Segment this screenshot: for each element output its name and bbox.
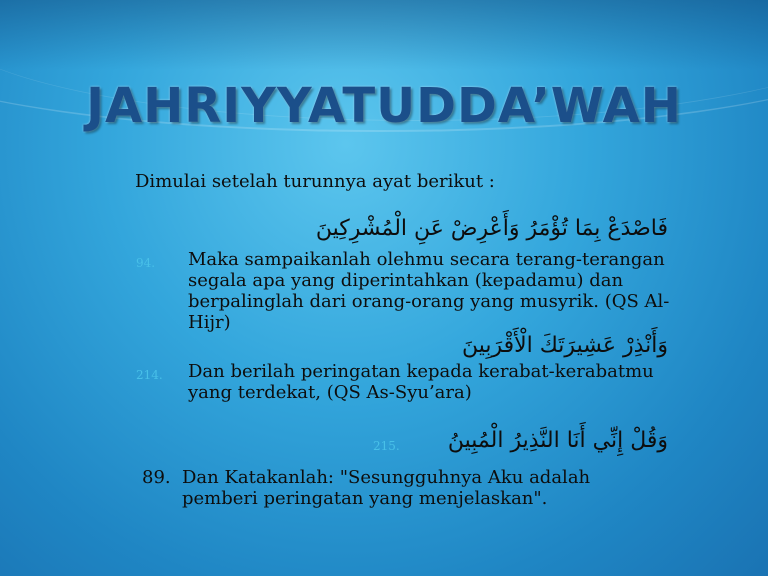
- arabic-verse-1: فَاصْدَعْ بِمَا تُؤْمَرُ وَأَعْرِضْ عَنِ الْمُشْرِكِينَ: [315, 216, 668, 241]
- slide-title: JAHRIYYATUDDA’WAH: [86, 78, 682, 134]
- verse-label-3: 89.: [142, 467, 171, 488]
- arabic-verse-3: وَقُلْ إِنِّي أَنَا النَّذِيرُ الْمُبِينُ: [447, 428, 668, 453]
- verse-number-1: 94.: [136, 256, 156, 270]
- translation-3: Dan Katakanlah: "Sesungguhnya Aku adalah pemberi peringatan yang menjelaskan".: [182, 467, 591, 509]
- intro-text: Dimulai setelah turunnya ayat berikut :: [135, 171, 495, 192]
- arabic-verse-2: وَأَنْذِرْ عَشِيرَتَكَ الْأَقْرَبِينَ: [461, 333, 668, 358]
- verse-number-2: 214.: [136, 368, 163, 382]
- translation-2: Dan berilah peringatan kepada kerabat-kerabatmu yang terdekat, (QS As-Syu’ara): [188, 361, 654, 403]
- verse-number-3: 215.: [373, 439, 400, 453]
- translation-1: Maka sampaikanlah olehmu secara terang-terangan segala apa yang diperintahkan (kepadamu) dan berpalinglah dari orang-orang yang musyrik. (QS Al-Hijr): [188, 249, 670, 333]
